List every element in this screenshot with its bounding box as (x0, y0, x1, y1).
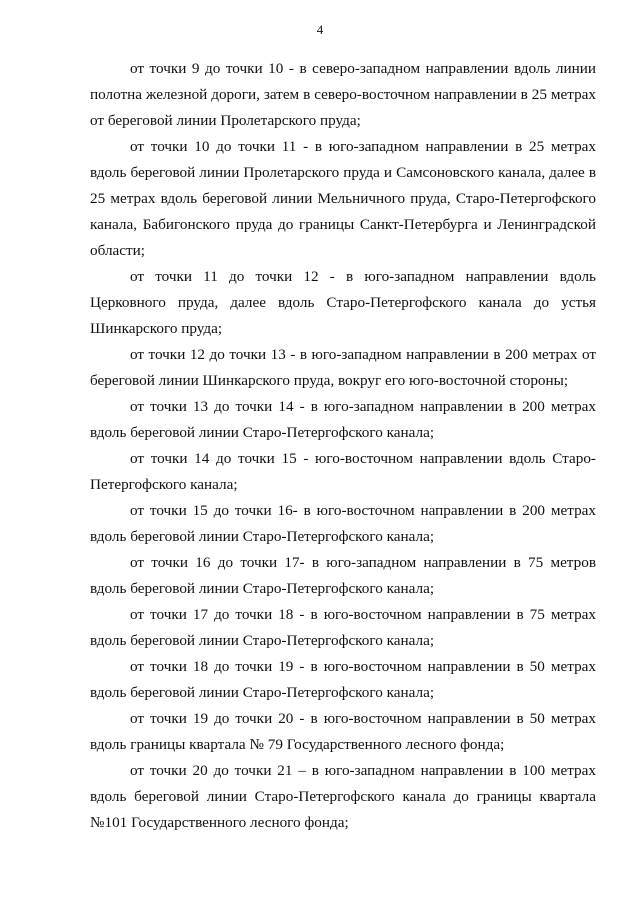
paragraph-5: от точки 13 до точки 14 - в юго-западном направлении в 200 метрах вдоль береговой линии Старо-Петергофского канала; (90, 398, 596, 441)
paragraph-10: от точки 18 до точки 19 - в юго-восточном направлении в 50 метрах вдоль береговой линии Старо-Петергофского канала; (90, 658, 596, 701)
paragraph-7: от точки 15 до точки 16- в юго-восточном направлении в 200 метрах вдоль береговой линии Старо-Петергофского канала; (90, 502, 596, 545)
paragraph-11: от точки 19 до точки 20 - в юго-восточном направлении в 50 метрах вдоль границы квартала № 79 Государственного лесного фонда; (90, 710, 596, 753)
paragraph-1: от точки 9 до точки 10 - в северо-западном направлении вдоль линии полотна железной дороги, затем в северо-восточном направлении в 25 метрах от береговой линии Пролетарского пруда; (90, 60, 596, 129)
paragraph-9: от точки 17 до точки 18 - в юго-восточном направлении в 75 метрах вдоль береговой линии Старо-Петергофского канала; (90, 606, 596, 649)
paragraph-6: от точки 14 до точки 15 - юго-восточном направлении вдоль Старо-Петергофского канала; (90, 450, 596, 493)
paragraph-2: от точки 10 до точки 11 - в юго-западном направлении в 25 метрах вдоль береговой линии Пролетарского пруда и Самсоновского канала, далее в 25 метрах вдоль береговой линии Мельничного пруда, Старо-Петергофского канала, Бабигонского пруда до границы Санкт-Петербурга и Ленинградской области; (90, 138, 596, 259)
paragraph-8: от точки 16 до точки 17- в юго-западном направлении в 75 метров вдоль береговой линии Старо-Петергофского канала; (90, 554, 596, 597)
page-number: 4 (316, 22, 324, 37)
paragraph-12: от точки 20 до точки 21 – в юго-западном направлении в 100 метрах вдоль береговой линии Старо-Петергофского канала до границы квартала №101 Государственного лесного фонда; (90, 762, 596, 831)
document-body (90, 56, 596, 836)
paragraph-3: от точки 11 до точки 12 - в юго-западном направлении вдоль Церковного пруда, далее вдоль Старо-Петергофского канала до устья Шинкарского пруда; (90, 268, 596, 337)
paragraph-4: от точки 12 до точки 13 - в юго-западном направлении в 200 метрах от береговой линии Шинкарского пруда, вокруг его юго-восточной стороны; (90, 346, 596, 389)
